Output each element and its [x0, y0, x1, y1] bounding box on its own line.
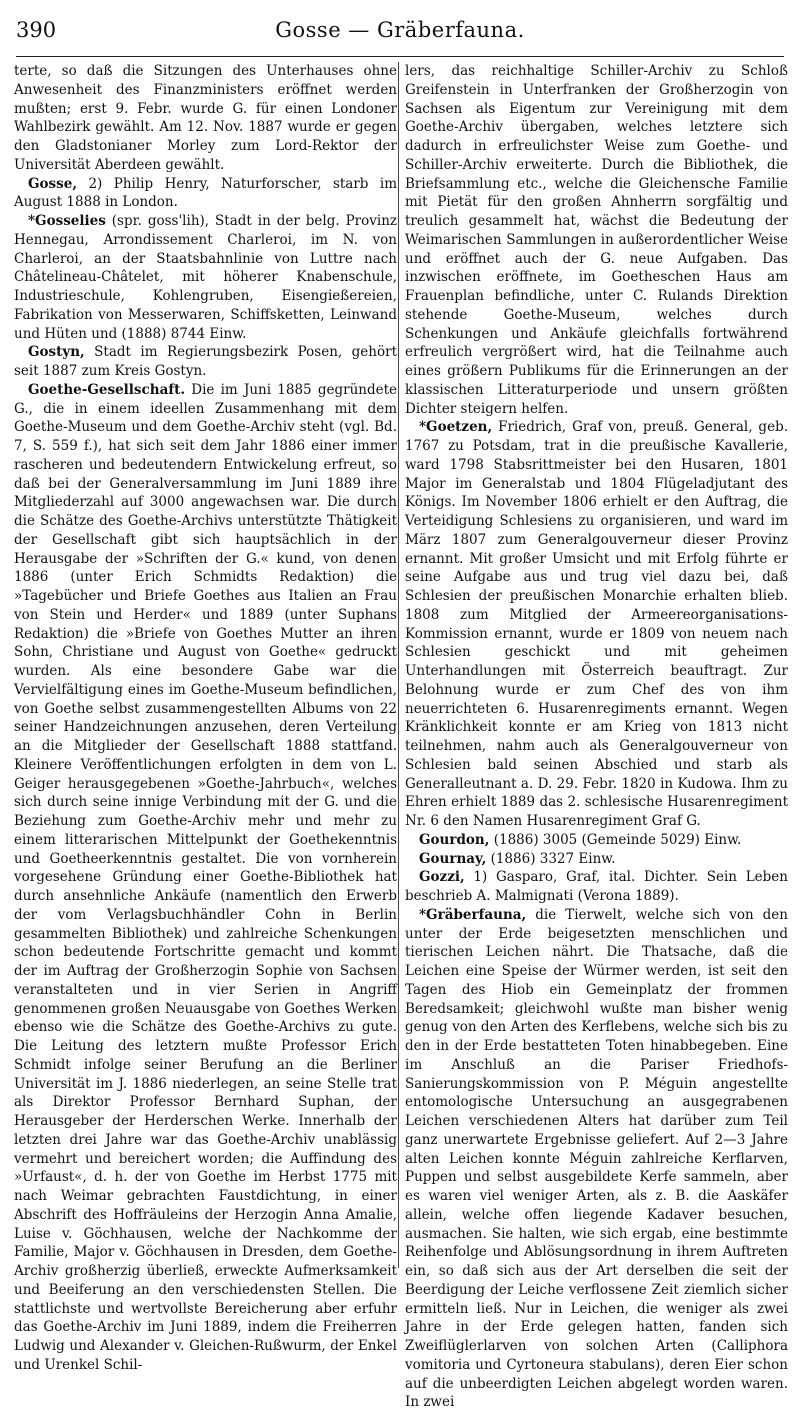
entry-graeberfauna: [405, 906, 788, 1412]
entry-gosselies: [14, 212, 397, 343]
entry-text: terte, so daß die Sitzungen des Unterhauses ohne Anwesenheit des Finanzministers eröffnet werden mußten; erst 9. Febr. wurde G. für einen Londoner Wahlbezirk gewählt. Am 12. Nov. 1887 wurde er gegen den Gladstonianer Morley zum Lord-Rektor der Universität Aberdeen gewählt.: [14, 63, 397, 173]
entry-text: (1886) 3005 (Gemeinde 5029) Einw.: [489, 831, 742, 848]
entry-text: (1886) 3327 Einw.: [486, 850, 616, 867]
entry-headword: Gournay,: [419, 850, 487, 867]
column-divider: [398, 62, 399, 1268]
entry-goetzen: [405, 418, 788, 831]
entry-text: Stadt im Regierungsbezirk Posen, gehört seit 1887 zum Kreis Gostyn.: [14, 344, 397, 379]
entry-continuation: [14, 62, 397, 175]
entry-headword: Gostyn,: [28, 344, 85, 361]
entry-gourdon: [405, 831, 788, 850]
entry-headword: *Gosselies: [28, 213, 106, 229]
entry-goethe-gesellschaft: [14, 381, 397, 1375]
left-column: [14, 62, 397, 1373]
entry-text: lers, das reichhaltige Schiller-Archiv zu Schloß Greifenstein in Unterfranken der Großherzogin von Sachsen als Eigentum zur Vereinigung mit dem Goethe-Archiv übergaben, welches letztere sich dadurch in erfreulichster Weise zum Goethe- und Schiller-Archiv erweiterte. Durch die Bibliothek, die Briefsammlung etc., welche die Gleichensche Familie mit Pietät für den großen Ahnherrn sorgfältig und treulich gesammelt hat, wächst die Bedeutung der Weimarischen Sammlungen in außerordentlicher Weise und eröffnet auch der G. neue Aufgaben. Das inzwischen eröffnete, im Goetheschen Haus am Frauenplan befindliche, unter C. Rulands Direktion stehende Goethe-Museum, welches durch Schenkungen und Ankäufe gleichfalls fortwährend erfreulich vergrößert wird, hat die Teilnahme auch eines größern Publikums für die Erinnerungen an der klassischen Litteraturperiode und unsern größten Dichter steigern helfen.: [405, 63, 788, 417]
header-rule: [16, 56, 784, 57]
entry-text: 1) Gasparo, Graf, ital. Dichter. Sein Leben beschrieb A. Malmignati (Verona 1889).: [405, 869, 788, 904]
entry-gournay: [405, 850, 788, 869]
entry-headword: *Goetzen,: [419, 419, 493, 436]
entry-gozzi: [405, 868, 788, 906]
entry-headword: Goethe-Gesellschaft.: [28, 381, 186, 398]
entry-headword: Gourdon,: [419, 831, 490, 848]
right-column: [405, 62, 788, 1411]
entry-continuation: [405, 62, 788, 418]
entry-headword: Gosse,: [28, 175, 78, 192]
entry-headword: Gozzi,: [419, 869, 465, 886]
running-head: Gosse — Gräberfauna.: [275, 18, 525, 42]
entry-gosse: [14, 175, 397, 213]
entry-gostyn: [14, 343, 397, 381]
entry-text: Die im Juni 1885 gegründete G., die in einem ideellen Zusammenhang mit dem Goethe-Museum und dem Goethe-Archiv steht (vgl. Bd. 7, S. 559 f.), hat sich seit dem Jahr 1886 einer immer rascheren und bedeutendern Entwickelung erfreut, so daß bei der Generalversammlung im Juni 1889 ihre Mitgliederzahl auf 3000 angewachsen war. Die durch die Schätze des Goethe-Archivs unterstützte Thätigkeit der Gesellschaft gibt sich hauptsächlich in der Herausgabe der »Schriften der G.« kund, von denen 1886 (unter Erich Schmidts Redaktion) die »Tagebücher und Briefe Goethes aus Italien an Frau von Stein und Herder« und 1889 (unter Suphans Redaktion) die »Briefe von Goethes Mutter an ihren Sohn, Christiane und August von Goethe« gedruckt wurden. Als eine besondere Gabe war die Vervielfältigung eines im Goethe-Museum befindlichen, von Goethe selbst zusammengestellten Albums von 22 seiner Handzeichnungen anzusehen, deren Verteilung an die Mitglieder der Gesellschaft 1888 stattfand. Kleinere Veröffentlichungen erfolgten in dem von L. Geiger herausgegebenen »Goethe-Jahrbuch«, welches sich durch seine innige Verbindung mit der G. und die Beziehung zum Goethe-Archiv mehr und mehr zu einem litterarischen Mittelpunkt der Goethekenntnis und Goetheerkenntnis gestaltet. Die von vornherein vorgesehene Gründung einer Goethe-Bibliothek hat durch ansehnliche Ankäufe (namentlich den Erwerb der vom Verlagsbuchhändler Cohn in Berlin gesammelten Bibliothek) und zahlreiche Schenkungen schon bedeutende Fortschritte gemacht und kommt der im Auftrag der Großherzogin Sophie von Sachsen veranstalteten und in vier Serien in Angriff genommenen großen Neuausgabe von Goethes Werken ebenso wie die Schätze des Goethe-Archivs zu gute. Die Leitung des letztern mußte Professor Erich Schmidt infolge seiner Berufung an die Berliner Universität im J. 1886 niederlegen, an seine Stelle trat als Direktor Professor Bernhard Suphan, der Herausgeber der Herderschen Werke. Innerhalb der letzten drei Jahre war das Goethe-Archiv unablässig vermehrt und bereichert worden; die Auffindung des »Urfaust«, d. h. der von Goethe im Herbst 1775 mit nach Weimar gebrachten Faustdichtung, in einer Abschrift des Hoffräuleins der Herzogin Anna Amalie, Luise v. Göchhausen, welche der Nachkomme der Familie, Major v. Göchhausen in Dresden, dem Goethe-Archiv großherzig überließ, erweckte Aufmerksamkeit und Beeiferung an den verschiedensten Stellen. Die stattlichste und wertvollste Bereicherung aber erfuhr das Goethe-Archiv im Juni 1889, indem die Freiherren Ludwig und Alexander v. Gleichen-Rußwurm, der Enkel und Urenkel Schil-: [14, 381, 397, 1373]
entry-text: Friedrich, Graf von, preuß. General, geb. 1767 zu Potsdam, trat in die preußische Kavallerie, ward 1798 Stabsrittmeister bei den Husaren, 1801 Major im Generalstab und 1804 Flügeladjutant des Königs. Im November 1806 erhielt er den Auftrag, die Verteidigung Schlesiens zu organisieren, und ward im März 1807 zum Generalgouverneur dieser Provinz ernannt. Mit großer Umsicht und mit Erfolg führte er seine Aufgabe aus und trug viel dazu bei, daß Schlesien der preußischen Monarchie erhalten blieb. 1808 zum Mitglied der Armeereorganisations-Kommission ernannt, wurde er 1809 von neuem nach Schlesien geschickt und mit geheimen Unterhandlungen mit Österreich beauftragt. Zur Belohnung wurde er zum Chef des von ihm neuerrichteten 6. Husarenregiments ernannt. Wegen Kränklichkeit konnte er am Krieg von 1813 nicht teilnehmen, nahm auch als Generalgouverneur von Schlesien bald seinen Abschied und starb als Generalleutnant a. D. 29. Febr. 1820 in Kudowa. Ihm zu Ehren erhielt 1889 das 2. schlesische Husarenregiment Nr. 6 den Namen Husarenregiment Graf G.: [405, 419, 788, 829]
page-header: [16, 18, 784, 48]
entry-text: die Tierwelt, welche sich von den unter der Erde beigesetzten menschlichen und tierischen Leichen nährt. Die Thatsache, daß die Leichen eine Speise der Würmer werden, ist seit den Tagen des Hiob ein Gemeinplatz der frommen Beredsamkeit; gleichwohl wußte man bisher wenig genug von den Arten des Kerflebens, welche sich bis zu den in der Erde bestatteten Toten hinabbegeben. Eine im Anschluß an die Pariser Friedhofs-Sanierungskommission von P. Méguin angestellte entomologische Untersuchung an ausgegrabenen Leichen verschiedenen Alters hat darüber zum Teil ganz unerwartete Ergebnisse geliefert. Auf 2—3 Jahre alten Leichen konnte Méguin zahlreiche Kerflarven, Puppen und selbst ausgebildete Kerfe sammeln, aber es waren viel weniger Arten, als z. B. die Aaskäfer allein, welche offen liegende Kadaver besuchen, ausmachen. Sie halten, wie sich ergab, eine bestimmte Reihenfolge und Ablösungsordnung in ihrem Auftreten ein, so daß sich aus der Art derselben die seit der Beerdigung der Leiche verflossene Zeit ziemlich sicher ermitteln ließ. Nur in Leichen, die weniger als zwei Jahre in der Erde gelegen hatten, fanden sich Zweiflüglerlarven von solchen Arten (Calliphora vomitoria und Cyrtoneura stabulans), deren Eier schon auf die unbeerdigten Leichen abgelegt worden waren. In zwei: [405, 906, 788, 1411]
page-number: 390: [16, 18, 57, 42]
entry-headword: *Gräberfauna,: [419, 906, 527, 923]
entry-text: (spr. goss'lih), Stadt in der belg. Provinz Hennegau, Arrondissement Charleroi, im N. von Charleroi, an der Staatsbahnlinie von Luttre nach Châtelineau-Châtelet, mit höherer Knabenschule, Industrieschule, Kohlengruben, Eisengießereien, Fabrikation von Messerwaren, Schiffsketten, Leinwand und Hüten und (1888) 8744 Einw.: [14, 213, 397, 342]
entry-text: 2) Philip Henry, Naturforscher, starb im August 1888 in London.: [14, 175, 397, 211]
